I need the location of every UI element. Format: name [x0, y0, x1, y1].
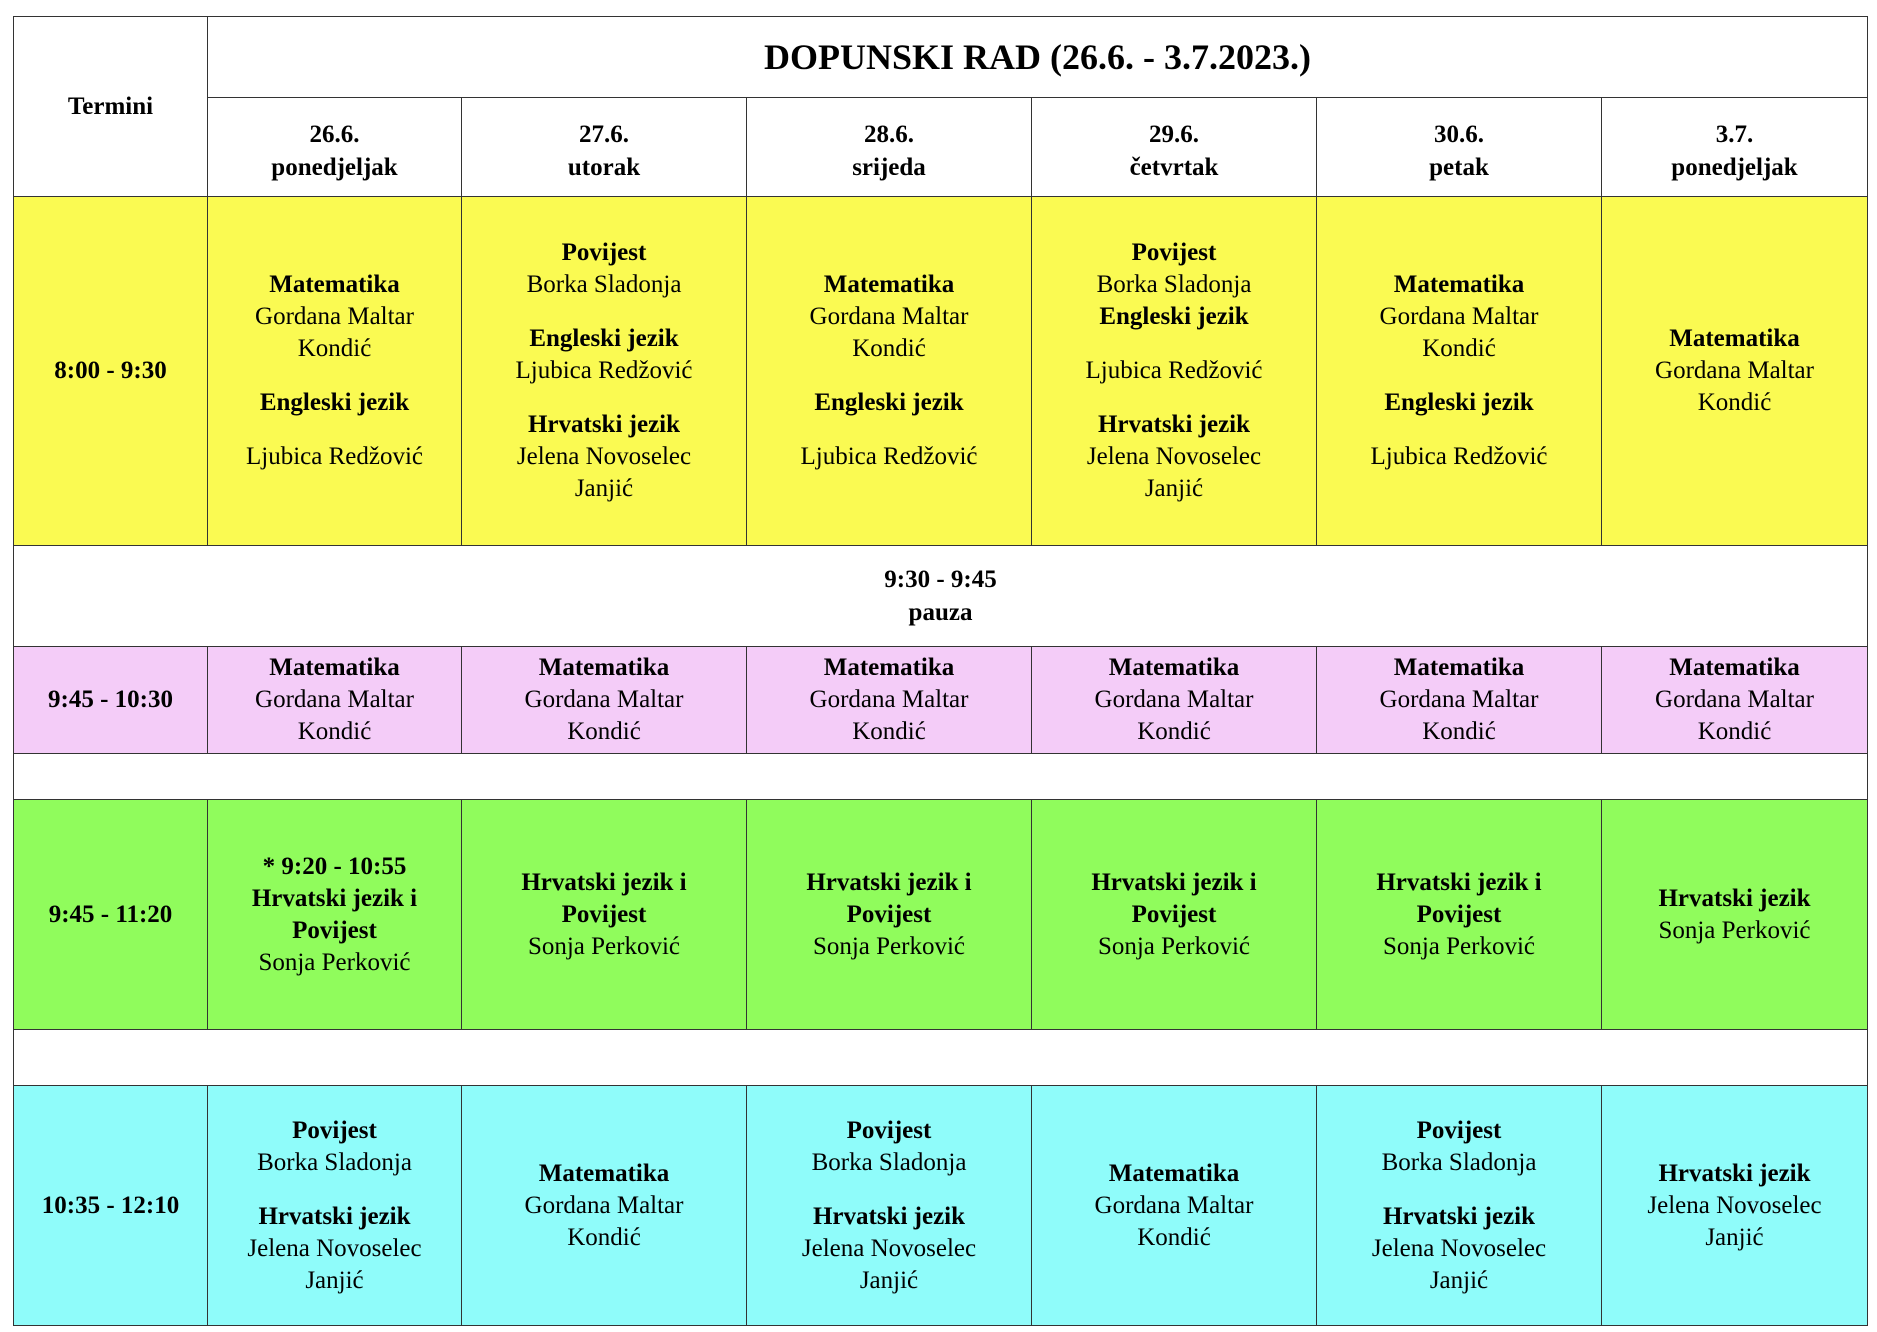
- lesson-subject: Engleski jezik: [814, 389, 964, 416]
- lesson-subject: Povijest: [561, 239, 647, 266]
- lesson-teacher: Kondić: [1697, 718, 1772, 745]
- pause-row: [14, 546, 1868, 647]
- line-gap: [208, 1179, 461, 1201]
- lesson-cell: [1317, 647, 1602, 754]
- lesson-cell: [1032, 1086, 1317, 1326]
- time-slot-label: 9:45 - 11:20: [14, 800, 208, 1030]
- slot-row: [14, 800, 1868, 1030]
- spacer-cell: [14, 1030, 1868, 1086]
- lesson-subject: Hrvatski jezik i: [521, 868, 687, 896]
- lesson-cell: [1317, 1086, 1602, 1326]
- spacer-row: [14, 754, 1868, 800]
- lesson-teacher: Kondić: [1422, 335, 1496, 362]
- lesson-teacher: Sonja Perković: [258, 948, 411, 976]
- lesson-cell: [747, 1086, 1032, 1326]
- lesson-teacher: Borka Sladonja: [526, 271, 682, 298]
- slot-row: [14, 647, 1868, 754]
- lesson-teacher: Janjić: [574, 475, 634, 502]
- lesson-subject: Povijest: [292, 1116, 377, 1144]
- lesson-subject: Matematika: [1393, 271, 1525, 298]
- lesson-cell: [1602, 1086, 1868, 1326]
- lesson-teacher: Gordana Maltar: [1655, 357, 1814, 384]
- lesson-teacher: Gordana Maltar: [1379, 303, 1539, 330]
- lesson-teacher: Janjić: [859, 1266, 919, 1294]
- lesson-subject: Hrvatski jezik: [1658, 884, 1811, 912]
- lesson-teacher: Jelena Novoselec: [247, 1234, 422, 1262]
- lesson-teacher: Jelena Novoselec: [516, 443, 692, 470]
- day-name: srijeda: [852, 154, 926, 181]
- lesson-cell: [208, 647, 462, 754]
- lesson-cell: [208, 197, 462, 546]
- lesson-teacher: Gordana Maltar: [255, 303, 414, 330]
- lesson-subject: Engleski jezik: [259, 389, 410, 416]
- day-name: utorak: [567, 154, 641, 181]
- lesson-teacher: Jelena Novoselec: [801, 1234, 977, 1262]
- lesson-subject: Povijest: [1416, 900, 1502, 928]
- lesson-teacher: Kondić: [567, 1223, 641, 1251]
- lesson-teacher: Kondić: [1137, 718, 1211, 745]
- line-gap: [1317, 419, 1601, 441]
- day-name: petak: [1429, 154, 1489, 181]
- lesson-cell: [1032, 197, 1317, 546]
- lesson-cell: [1602, 647, 1868, 754]
- day-date: 3.7.: [1715, 121, 1754, 148]
- lesson-teacher: Ljubica Redžović: [1370, 443, 1548, 470]
- lesson-subject: Povijest: [1131, 900, 1217, 928]
- lesson-subject: Povijest: [1416, 1116, 1502, 1144]
- lesson-subject: Matematika: [1108, 654, 1240, 681]
- lesson-subject: Hrvatski jezik i: [1091, 868, 1257, 896]
- lesson-teacher: Borka Sladonja: [1096, 271, 1252, 298]
- pause-label: pauza: [908, 599, 973, 626]
- lesson-subject: Povijest: [846, 1116, 932, 1144]
- day-name: ponedjeljak: [271, 154, 398, 181]
- day-header: [1317, 98, 1602, 197]
- lesson-teacher: Sonja Perković: [812, 932, 966, 960]
- lesson-subject: Povijest: [561, 900, 647, 928]
- lesson-subject: Engleski jezik: [1384, 389, 1534, 416]
- day-header: [1032, 98, 1317, 197]
- line-gap: [208, 365, 461, 387]
- lesson-teacher: Kondić: [1137, 1223, 1211, 1251]
- line-gap: [747, 365, 1031, 387]
- day-name: ponedjeljak: [1671, 154, 1798, 181]
- termini-header: Termini: [14, 17, 208, 197]
- title-row: [14, 17, 1868, 98]
- lesson-subject: Povijest: [846, 900, 932, 928]
- lesson-teacher: Jelena Novoselec: [1647, 1191, 1822, 1219]
- line-gap: [1317, 365, 1601, 387]
- lesson-teacher: Jelena Novoselec: [1086, 443, 1262, 470]
- lesson-teacher: Ljubica Redžović: [800, 443, 978, 470]
- lesson-subject: Matematika: [823, 654, 955, 681]
- lesson-subject: Matematika: [269, 271, 400, 298]
- slot-row: [14, 1086, 1868, 1326]
- lesson-teacher: Ljubica Redžović: [1085, 357, 1263, 384]
- lesson-teacher: Kondić: [567, 718, 641, 745]
- lesson-subject: Matematika: [1393, 654, 1525, 681]
- lesson-cell: [462, 197, 747, 546]
- lesson-cell: [747, 197, 1032, 546]
- lesson-teacher: Gordana Maltar: [1094, 686, 1254, 713]
- lesson-teacher: Gordana Maltar: [1379, 686, 1539, 713]
- lesson-subject: Hrvatski jezik: [1658, 1159, 1811, 1187]
- lesson-teacher: Janjić: [1705, 1223, 1764, 1251]
- lesson-subject: Matematika: [1108, 1159, 1240, 1187]
- lesson-teacher: Sonja Perković: [1658, 916, 1811, 944]
- lesson-cell: [1602, 197, 1868, 546]
- lesson-teacher: Sonja Perković: [527, 932, 681, 960]
- lesson-cell: [747, 800, 1032, 1030]
- lesson-teacher: Ljubica Redžović: [515, 357, 693, 384]
- line-gap: [747, 1179, 1031, 1201]
- lesson-teacher: Janjić: [1429, 1266, 1489, 1294]
- lesson-teacher: Janjić: [1144, 475, 1204, 502]
- lesson-subject: Engleski jezik: [529, 325, 679, 352]
- day-date: 26.6.: [309, 121, 360, 148]
- lesson-teacher: Kondić: [297, 718, 372, 745]
- lesson-subject: Matematika: [538, 654, 670, 681]
- lesson-cell: [462, 1086, 747, 1326]
- day-header: [1602, 98, 1868, 197]
- day-header: [747, 98, 1032, 197]
- lesson-subject: Matematika: [1669, 325, 1800, 352]
- lesson-cell: [462, 647, 747, 754]
- day-date: 28.6.: [864, 121, 914, 148]
- day-header: [208, 98, 462, 197]
- lesson-subject: Matematika: [1669, 654, 1800, 681]
- lesson-teacher: Gordana Maltar: [809, 303, 969, 330]
- lesson-teacher: Kondić: [297, 335, 372, 362]
- lesson-cell: [1032, 800, 1317, 1030]
- lesson-teacher: Sonja Perković: [1097, 932, 1251, 960]
- pause-time: 9:30 - 9:45: [884, 566, 997, 593]
- schedule-table: [13, 16, 1868, 1326]
- lesson-subject: Hrvatski jezik: [258, 1202, 411, 1230]
- lesson-subject: * 9:20 - 10:55: [262, 852, 407, 880]
- line-gap: [462, 301, 746, 323]
- lesson-teacher: Kondić: [1697, 389, 1772, 416]
- lesson-teacher: Gordana Maltar: [809, 686, 969, 713]
- line-gap: [208, 419, 461, 441]
- lesson-subject: Hrvatski jezik i: [251, 884, 418, 912]
- lesson-subject: Hrvatski jezik: [1382, 1202, 1536, 1230]
- lesson-teacher: Gordana Maltar: [255, 686, 414, 713]
- line-gap: [1032, 333, 1316, 355]
- pause-cell: [14, 546, 1868, 647]
- line-gap: [462, 387, 746, 409]
- lesson-subject: Hrvatski jezik i: [806, 868, 972, 896]
- time-slot-label: 9:45 - 10:30: [14, 647, 208, 754]
- slot-row: [14, 197, 1868, 546]
- line-gap: [1032, 387, 1316, 409]
- lesson-subject: Engleski jezik: [1099, 303, 1249, 330]
- lesson-subject: Matematika: [823, 271, 955, 298]
- lesson-cell: [208, 800, 462, 1030]
- lesson-cell: [747, 647, 1032, 754]
- lesson-teacher: Jelena Novoselec: [1371, 1234, 1547, 1262]
- spacer-cell: [14, 754, 1868, 800]
- days-row: [14, 98, 1868, 197]
- lesson-teacher: Borka Sladonja: [811, 1148, 967, 1176]
- lesson-subject: Hrvatski jezik: [527, 411, 681, 438]
- lesson-cell: [462, 800, 747, 1030]
- line-gap: [1317, 1179, 1601, 1201]
- lesson-teacher: Sonja Perković: [1382, 932, 1536, 960]
- day-date: 29.6.: [1149, 121, 1199, 148]
- lesson-subject: Povijest: [1131, 239, 1217, 266]
- lesson-teacher: Borka Sladonja: [257, 1148, 412, 1176]
- lesson-teacher: Gordana Maltar: [1655, 686, 1814, 713]
- lesson-subject: Hrvatski jezik i: [1376, 868, 1542, 896]
- lesson-teacher: Gordana Maltar: [524, 686, 684, 713]
- lesson-teacher: Gordana Maltar: [524, 1191, 684, 1219]
- lesson-subject: Povijest: [292, 916, 377, 944]
- lesson-subject: Matematika: [269, 654, 400, 681]
- lesson-cell: [1602, 800, 1868, 1030]
- day-date: 27.6.: [579, 121, 629, 148]
- lesson-teacher: Gordana Maltar: [1094, 1191, 1254, 1219]
- lesson-teacher: Ljubica Redžović: [245, 443, 423, 470]
- lesson-cell: [1317, 800, 1602, 1030]
- lesson-teacher: Borka Sladonja: [1381, 1148, 1537, 1176]
- page-title: DOPUNSKI RAD (26.6. - 3.7.2023.): [208, 17, 1868, 98]
- lesson-teacher: Kondić: [852, 335, 926, 362]
- lesson-cell: [208, 1086, 462, 1326]
- lesson-teacher: Janjić: [305, 1266, 364, 1294]
- lesson-teacher: Kondić: [852, 718, 926, 745]
- lesson-subject: Hrvatski jezik: [812, 1202, 966, 1230]
- day-date: 30.6.: [1434, 121, 1484, 148]
- lesson-cell: [1032, 647, 1317, 754]
- lesson-cell: [1317, 197, 1602, 546]
- day-header: [462, 98, 747, 197]
- time-slot-label: 10:35 - 12:10: [14, 1086, 208, 1326]
- line-gap: [747, 419, 1031, 441]
- lesson-subject: Matematika: [538, 1159, 670, 1187]
- lesson-subject: Hrvatski jezik: [1097, 411, 1251, 438]
- time-slot-label: 8:00 - 9:30: [14, 197, 208, 546]
- spacer-row: [14, 1030, 1868, 1086]
- lesson-teacher: Kondić: [1422, 718, 1496, 745]
- day-name: četvrtak: [1129, 154, 1219, 181]
